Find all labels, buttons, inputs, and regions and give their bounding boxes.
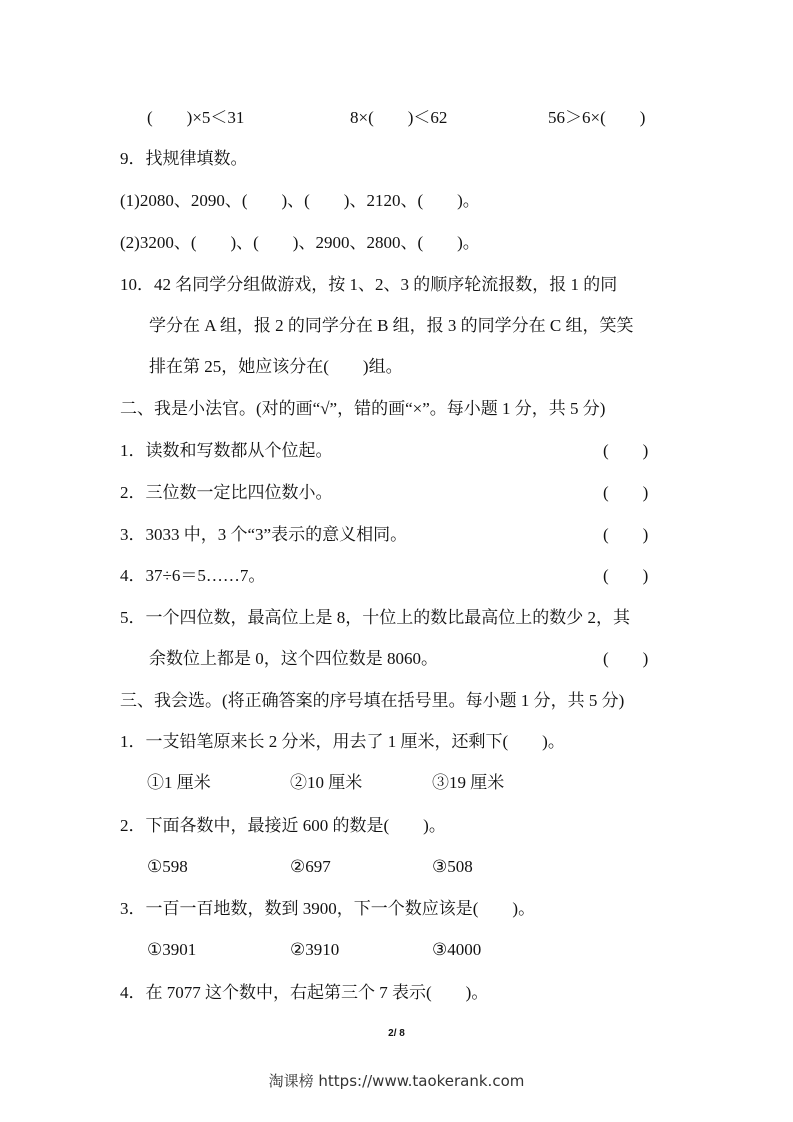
section3-q1-option-1: ①1 厘米 (147, 773, 211, 792)
answer-blank: ( ) (603, 483, 649, 502)
q10-line2: 学分在 A 组，报 2 的同学分在 B 组，报 3 的同学分在 C 组，笑笑 (149, 316, 634, 335)
section2-item-3: 3．3033 中，3 个“3”表示的意义相同。 (120, 525, 408, 544)
answer-blank: ( ) (603, 566, 649, 585)
q9-title: 9．找规律填数。 (120, 149, 248, 168)
section2-item-2: 2．三位数一定比四位数小。 (120, 483, 333, 502)
section3-q2-option-3: ③508 (432, 857, 473, 876)
answer-blank: ( ) (603, 649, 649, 668)
section2-item-4: 4．37÷6＝5……7。 (120, 566, 266, 585)
section2-item-5-line2: 余数位上都是 0，这个四位数是 8060。 (149, 649, 438, 668)
section3-q2-option-1: ①598 (147, 857, 188, 876)
q10-line1: 10．42 名同学分组做游戏，按 1、2、3 的顺序轮流报数，报 1 的同 (120, 275, 618, 294)
section3-q3-option-3: ③4000 (432, 940, 482, 959)
section3-q1-option-3: ③19 厘米 (432, 773, 505, 792)
section3-q3-option-1: ①3901 (147, 940, 197, 959)
section2-header: 二、我是小法官。(对的画“√”，错的画“×”。每小题 1 分，共 5 分) (120, 399, 606, 418)
section2-item-1: 1．读数和写数都从个位起。 (120, 441, 333, 460)
inequality-a: ( )×5＜31 (147, 108, 245, 127)
inequality-c: 56＞6×( ) (548, 108, 646, 127)
answer-blank: ( ) (603, 525, 649, 544)
section3-q1-option-2: ②10 厘米 (290, 773, 363, 792)
watermark: 淘课榜 https://www.taokerank.com (268, 1072, 525, 1090)
section3-q1-stem: 1．一支铅笔原来长 2 分米，用去了 1 厘米，还剩下( )。 (120, 732, 565, 751)
section3-q3-option-2: ②3910 (290, 940, 340, 959)
inequality-b: 8×( )＜62 (350, 108, 448, 127)
section3-header: 三、我会选。(将正确答案的序号填在括号里。每小题 1 分，共 5 分) (120, 691, 625, 710)
answer-blank: ( ) (603, 441, 649, 460)
section3-q4-stem: 4．在 7077 这个数中，右起第三个 7 表示( )。 (120, 983, 489, 1002)
section2-item-5: 5．一个四位数，最高位上是 8，十位上的数比最高位上的数少 2，其 (120, 608, 630, 627)
q9-part1: (1)2080、2090、( )、( )、2120、( )。 (120, 191, 480, 210)
page-number: 2/ 8 (388, 1028, 405, 1039)
section3-q2-option-2: ②697 (290, 857, 331, 876)
q10-line3: 排在第 25，她应该分在( )组。 (149, 357, 403, 376)
q9-part2: (2)3200、( )、( )、2900、2800、( )。 (120, 233, 480, 252)
section3-q3-stem: 3．一百一百地数，数到 3900，下一个数应该是( )。 (120, 899, 536, 918)
section3-q2-stem: 2．下面各数中，最接近 600 的数是( )。 (120, 816, 446, 835)
